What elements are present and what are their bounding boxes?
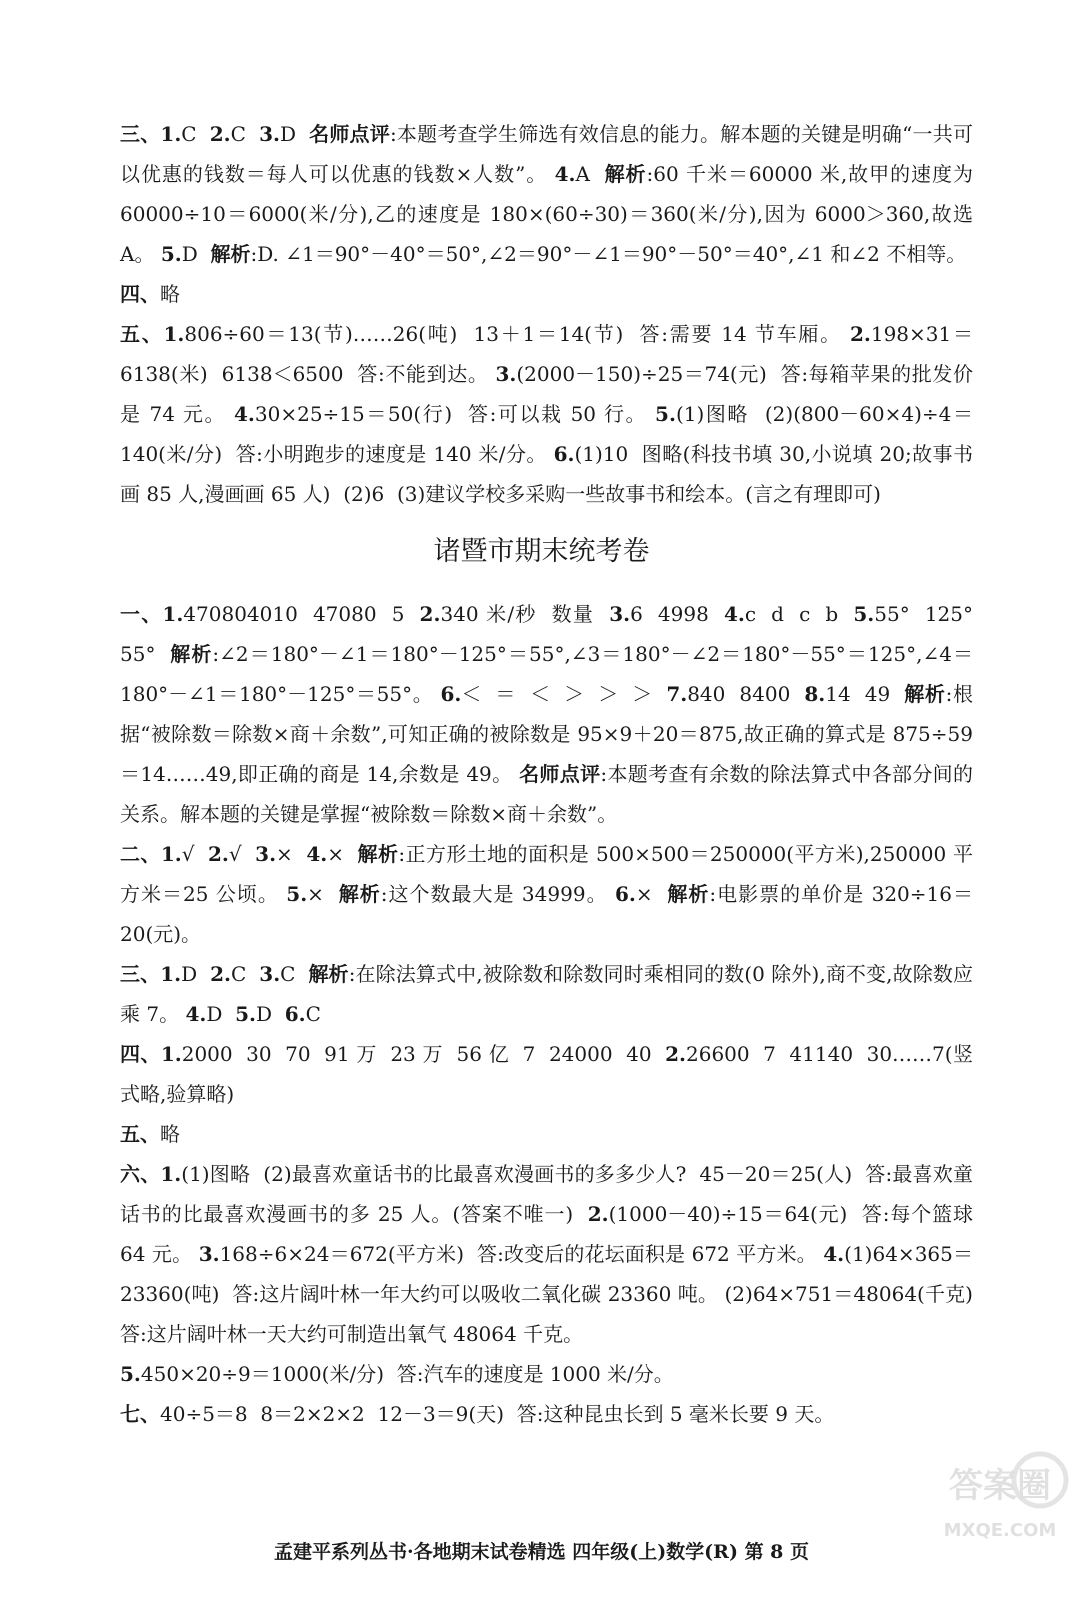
answer-label: 5.: [160, 242, 182, 266]
answer-text: (1000－40)÷15＝64(元) 答:每个篮球 64 元。: [120, 1202, 980, 1266]
answer-label: 解析: [357, 842, 399, 866]
answer-text: (1)图略 (2)最喜欢童话书的比最喜欢漫画书的多多少人? 45－20＝25(人) 答:最喜欢童话书的比最喜欢漫画书的多 25 人。(答案不唯一): [120, 1162, 973, 1226]
answer-label: 2.: [587, 1202, 609, 1226]
answer-text: :根据“被除数＝除数×商＋余数”,可知正确的被除数是 95×9＋20＝875,故正确的算式是 875÷59＝14……49,即正确的商是 14,余数是 49。: [120, 682, 974, 786]
answer-paragraph: [0, 1114, 973, 1154]
answer-paragraph: [0, 274, 973, 314]
answer-text: ×: [635, 882, 668, 906]
answer-label: 4.: [823, 1242, 845, 1266]
content: [0, 114, 1083, 1434]
answer-label: 解析: [604, 162, 647, 186]
answer-text: C: [280, 962, 309, 986]
answer-label: 四、: [120, 282, 160, 306]
answer-label: 2.: [207, 842, 229, 866]
answer-text: 14 49: [825, 682, 905, 706]
answer-label: 7.: [666, 682, 688, 706]
answer-text: 6 4998: [630, 602, 724, 626]
answer-paragraph: [0, 1394, 973, 1434]
answer-text: D: [255, 1002, 285, 1026]
answer-label: 6.: [284, 1002, 306, 1026]
answer-text: 略: [160, 282, 180, 306]
answer-label: 3.: [255, 842, 277, 866]
answer-label: 四、1.: [120, 1042, 182, 1066]
answer-label: 2.: [419, 602, 441, 626]
answer-text: ＜ ＝ ＜ ＞ ＞ ＞: [461, 682, 667, 706]
answer-text: :D. ∠1＝90°－40°＝50°,∠2＝90°－∠1＝90°－50°＝40°,∠1 和∠2 不相等。: [250, 242, 967, 266]
answer-text: 198×31＝6138(米) 6138＜6500 答:不能到达。: [120, 322, 973, 386]
answer-label: 三、1.: [120, 122, 182, 146]
answer-label: 6.: [553, 442, 575, 466]
answer-label: 4.: [234, 402, 255, 426]
answer-label: 5.: [235, 1002, 256, 1026]
answer-text: √: [181, 842, 208, 866]
answer-text: 340 米/秒 数量: [440, 602, 610, 626]
answer-text: A: [575, 162, 605, 186]
answer-text: :∠2＝180°－∠1＝180°－125°＝55°,∠3＝180°－∠2＝180°－55°＝125°,∠4＝180°－∠1＝180°－125°＝55°。: [120, 642, 974, 706]
answer-text: 806÷60＝13(节)……26(吨) 13＋1＝14(节) 答:需要 14 节车厢。: [184, 322, 850, 346]
answer-paragraph: [0, 1154, 986, 1354]
answer-text: ×: [327, 842, 358, 866]
answer-text: 26600 7 41140 30……7(竖式略,验算略): [120, 1042, 973, 1106]
watermark-top: 答案圈: [949, 1466, 1051, 1506]
answer-label: 6.: [440, 682, 462, 706]
answer-label: 六、1.: [120, 1162, 182, 1186]
answer-label: 4.: [554, 162, 576, 186]
answer-text: ×: [276, 842, 307, 866]
answer-text: (1)10 图略(科技书填 30,小说填 20;故事书画 85 人,漫画画 65 人) (2)6 (3)建议学校多采购一些故事书和绘本。(言之有理即可): [120, 442, 973, 506]
answer-text: c d c b: [744, 602, 854, 626]
answer-text: 55° 125° 55°: [120, 602, 986, 666]
answer-paragraph: [0, 594, 986, 834]
answer-label: 解析: [338, 882, 381, 906]
answer-paragraph: [0, 1034, 973, 1114]
answer-paragraph: [0, 114, 980, 274]
answer-label: 解析: [308, 962, 349, 986]
answer-text: 40÷5＝8 8＝2×2×2 12－3＝9(天) 答:这种昆虫长到 5 毫米长要 9 天。: [160, 1402, 835, 1426]
answer-label: 5.: [286, 882, 308, 906]
answer-label: 2.: [209, 122, 231, 146]
answer-paragraph: [0, 954, 973, 1034]
watermark-bottom: MXQE.COM: [943, 1520, 1057, 1541]
answer-text: D: [181, 242, 211, 266]
answer-label: 6.: [614, 882, 636, 906]
answer-text: D: [279, 122, 310, 146]
answer-text: :本题考查学生筛选有效信息的能力。解本题的关键是明确“一共可以优惠的钱数＝每人可以优惠的钱数×人数”。: [120, 122, 973, 186]
answer-label: 五、: [120, 1122, 160, 1146]
page-footer: 孟建平系列丛书·各地期末试卷精选 四年级(上)数学(R) 第 8 页: [273, 1541, 810, 1563]
answer-label: 4.: [306, 842, 328, 866]
answer-text: :正方形土地的面积是 500×500＝250000(平方米),250000 平方米＝25 公顷。: [120, 842, 973, 906]
answer-paragraph: [0, 834, 973, 954]
answer-label: 解析: [904, 682, 946, 706]
answer-label: 4.: [185, 1002, 207, 1026]
answer-paragraph: [0, 1354, 973, 1394]
answer-label: 3.: [259, 962, 281, 986]
answer-label: 5.: [120, 1362, 141, 1386]
answer-label: 一、1.: [120, 602, 184, 626]
answer-paragraph: [0, 314, 973, 514]
answer-label: 3.: [259, 122, 280, 146]
answer-label: 3.: [198, 1242, 220, 1266]
answer-text: 450×20÷9＝1000(米/分) 答:汽车的速度是 1000 米/分。: [140, 1362, 674, 1386]
answer-label: 解析: [170, 642, 213, 666]
answer-text: :电影票的单价是 320÷16＝20(元)。: [120, 882, 974, 946]
answer-text: 略: [160, 1122, 180, 1146]
answer-label: 5.: [853, 602, 875, 626]
answer-text: 840 8400: [687, 682, 805, 706]
answer-label: 2.: [849, 322, 871, 346]
answer-text: (1)64×365＝23360(吨) 答:这片阔叶林一年大约可以吸收二氧化碳 23360 吨。 (2)64×751＝48064(千克) 答:这片阔叶林一天大约可制造出氧气 48064 千克。: [120, 1242, 986, 1346]
answer-label: 名师点评: [309, 122, 390, 146]
answer-text: (2000－150)÷25＝74(元) 答:每箱苹果的批发价是 74 元。: [120, 362, 973, 426]
answer-label: 3.: [495, 362, 517, 386]
watermark-logo: [930, 1440, 1070, 1560]
bottom-sections: [0, 594, 1083, 1434]
answer-text: (1)图略 (2)(800－60×4)÷4＝140(米/分) 答:小明跑步的速度是 140 米/分。: [120, 402, 973, 466]
top-sections: [0, 114, 1083, 514]
answer-text: C: [181, 122, 210, 146]
answer-label: 五、1.: [120, 322, 185, 346]
answer-text: 470804010 47080 5: [183, 602, 420, 626]
answer-label: 5.: [655, 402, 676, 426]
answer-text: 30×25÷15＝50(行) 答:可以栽 50 行。: [254, 402, 656, 426]
answer-label: 2.: [665, 1042, 686, 1066]
answer-text: ×: [307, 882, 339, 906]
answer-text: 168÷6×24＝672(平方米) 答:改变后的花坛面积是 672 平方米。: [219, 1242, 824, 1266]
answer-text: C: [230, 122, 260, 146]
answer-text: :本题考查有余数的除法算式中各部分间的关系。解本题的关键是掌握“被除数＝除数×商＋余数”。: [120, 762, 974, 826]
answer-label: 3.: [609, 602, 631, 626]
answer-text: :60 千米＝60000 米,故甲的速度为 60000÷10＝6000(米/分),乙的速度是 180×(60÷30)＝360(米/分),因为 6000＞360,故选 A。: [120, 162, 980, 266]
answer-text: :这个数最大是 34999。: [380, 882, 615, 906]
answer-text: √: [228, 842, 256, 866]
answer-text: C: [231, 962, 260, 986]
answer-text: C: [305, 1002, 321, 1026]
answer-label: 三、1.: [120, 962, 182, 986]
page-title: 诸暨市期末统考卷: [433, 536, 650, 567]
answer-label: 二、1.: [120, 842, 182, 866]
answer-label: 解析: [210, 242, 251, 266]
answer-label: 8.: [804, 682, 826, 706]
answer-label: 七、: [120, 1402, 160, 1426]
answer-text: 2000 30 70 91 万 23 万 56 亿 7 24000 40: [181, 1042, 666, 1066]
answer-text: D: [206, 1002, 236, 1026]
answer-text: D: [181, 962, 211, 986]
answer-label: 2.: [210, 962, 232, 986]
answer-label: 解析: [667, 882, 710, 906]
answer-label: 名师点评: [519, 762, 601, 786]
answer-label: 4.: [723, 602, 745, 626]
answer-text: :在除法算式中,被除数和除数同时乘相同的数(0 除外),商不变,故除数应乘 7。: [120, 962, 974, 1026]
